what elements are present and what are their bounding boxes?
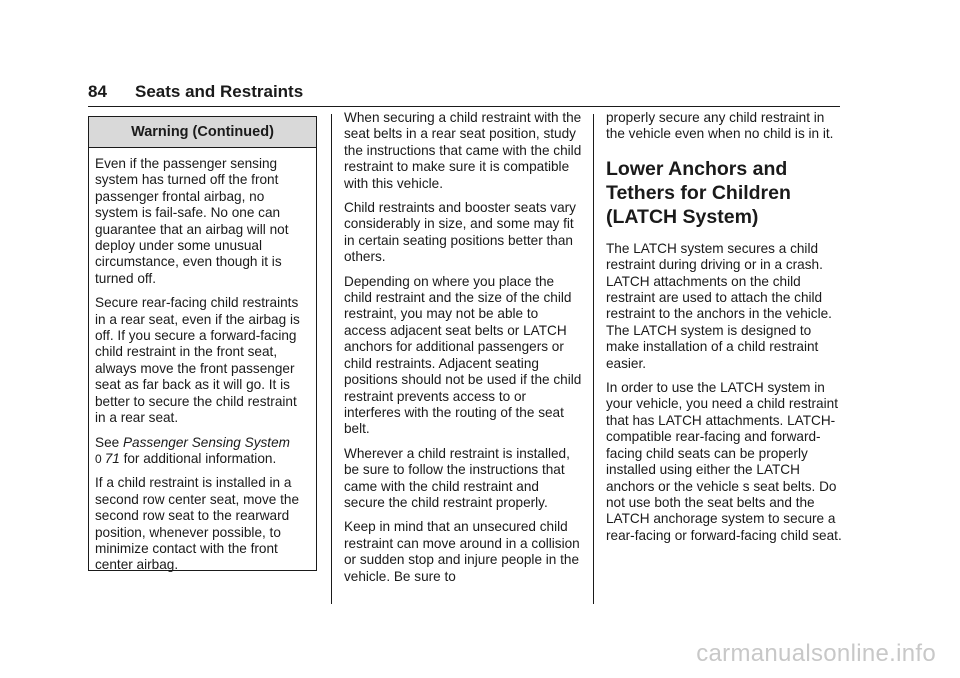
warning-xref — [95, 435, 310, 468]
body-paragraph: Keep in mind that an unsecured child restraint can move around in a collision or sudden stop and injure people in the vehicle. Be sure to — [344, 519, 580, 584]
watermark: carmanualsonline.info — [696, 640, 936, 667]
body-paragraph: The LATCH system secures a child restraint during driving or in a crash. LATCH attachments on the child restraint are used to attach the child restraint to the anchors in the vehicle. The LATCH system is designed to make installation of a child restraint easier. — [606, 240, 832, 371]
warning-paragraph: Secure rear-facing child restraints in a rear seat, even if the airbag is off. If you secure a forward-facing child restraint in the front seat, always move the front passenger seat as far back as it will go. It is better to secure the child restraint in a rear seat. — [95, 295, 300, 426]
column-2 — [344, 110, 582, 593]
warning-title: Warning (Continued) — [89, 117, 316, 148]
xref-page[interactable]: 71 — [104, 450, 120, 466]
body-paragraph: In order to use the LATCH system in your vehicle, you need a child restraint that has LATCH attachments. LATCH-compatible rear-facing and forward-facing child seats can be properly installed using either the LATCH anchors or the vehicle s seat belts. Do not use both the seat belts and the LATCH anchorage system to secure a rear-facing or forward-facing child seat. — [606, 380, 842, 543]
page-number: 84 — [88, 82, 107, 101]
body-paragraph: Wherever a child restraint is installed, be sure to follow the instructions that came with the child restraint and secure the child restraint properly. — [344, 445, 570, 510]
body-paragraph: When securing a child restraint with the seat belts in a rear seat position, study the instructions that came with the child restraint to make sure it is compatible with this vehicle. — [344, 110, 582, 191]
warning-box — [88, 116, 317, 571]
body-paragraph: Depending on where you place the child restraint and the size of the child restraint, you may not be able to access adjacent seat belts or LATCH anchors for additional passengers or child restraints. Adjacent seating positions should not be used if the child restraint prevents access to or interferes with the routing of the seat belt. — [344, 273, 582, 437]
warning-paragraph: If a child restraint is installed in a second row center seat, move the second row seat to the rearward position, whenever possible, to minimize contact with the front center airbag. — [95, 475, 300, 573]
column-divider — [331, 114, 332, 604]
column-3 — [606, 110, 842, 552]
section-heading: Lower Anchors and Tethers for Children (LATCH System) — [606, 157, 791, 228]
body-paragraph: properly secure any child restraint in the vehicle even when no child is in it. — [606, 110, 834, 142]
xref-arrow-icon: 0 — [95, 451, 102, 466]
section-title: Seats and Restraints — [135, 82, 304, 101]
warning-paragraph: Even if the passenger sensing system has turned off the front passenger frontal airbag, no system is fail-safe. No one can guarantee that an airbag will not deploy under some unusual circumstance, even though it is turned off. — [95, 156, 289, 286]
page-header — [88, 82, 840, 107]
xref-link[interactable]: Passenger Sensing System — [122, 434, 290, 450]
body-paragraph: Child restraints and booster seats vary considerably in size, and some may fit in certain seating positions better than others. — [344, 200, 576, 265]
column-divider — [593, 114, 594, 604]
xref-suffix: for additional information. — [119, 450, 277, 466]
xref-prefix: See — [95, 434, 123, 450]
warning-body — [89, 148, 316, 574]
